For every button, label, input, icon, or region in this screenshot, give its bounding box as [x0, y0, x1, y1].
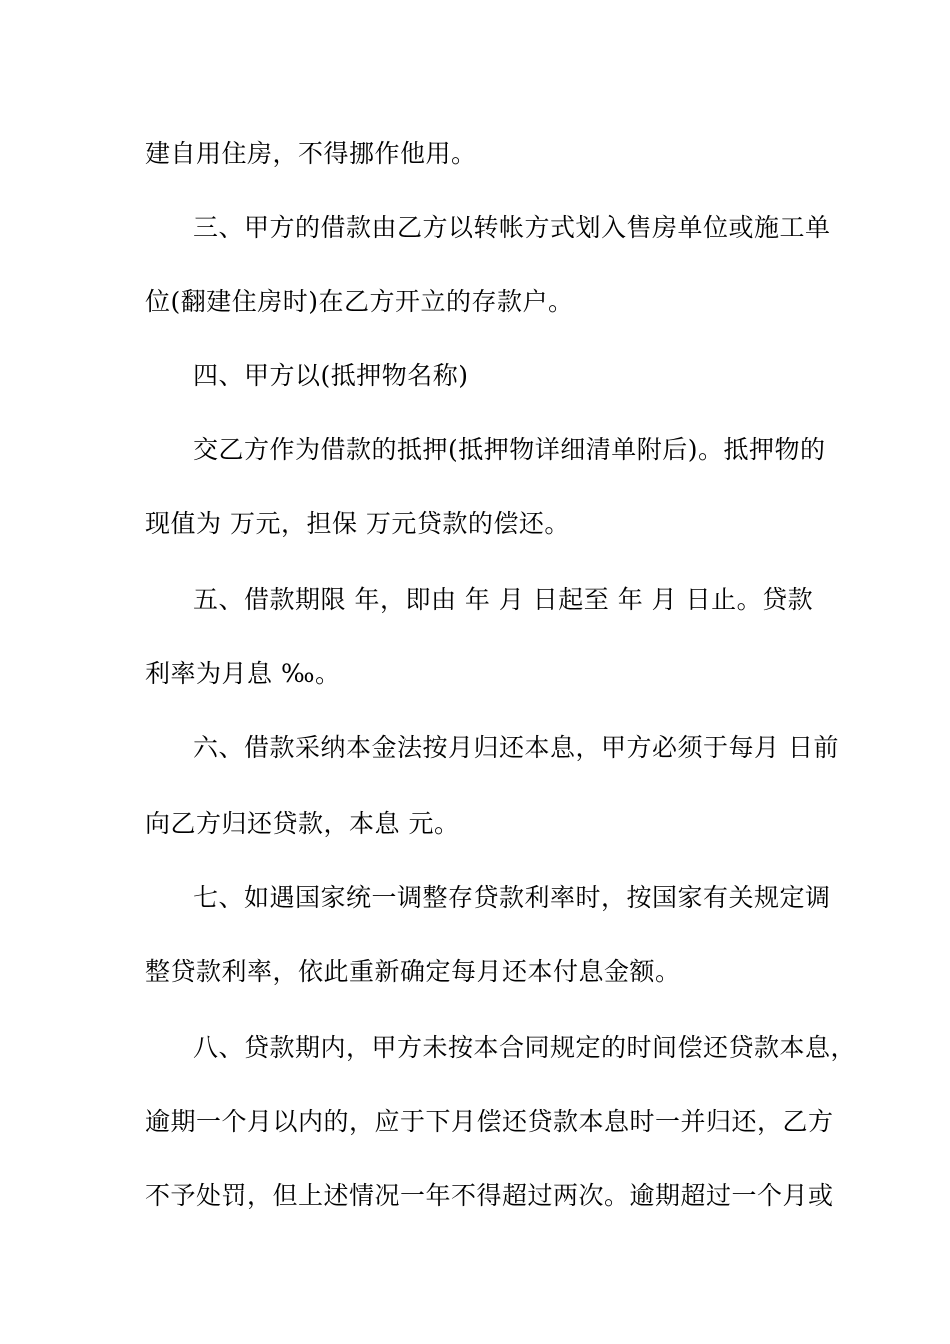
paragraph-line: 现值为 万元，担保 万元贷款的偿还。: [145, 509, 570, 538]
paragraph-line: 四、甲方以(抵押物名称): [193, 361, 469, 390]
paragraph-line: 八、贷款期内，甲方未按本合同规定的时间偿还贷款本息，: [193, 1033, 857, 1062]
paragraph-line: 五、借款期限 年，即由 年 月 日起至 年 月 日止。贷款: [193, 585, 814, 614]
paragraph-line: 三、甲方的借款由乙方以转帐方式划入售房单位或施工单: [193, 213, 831, 242]
paragraph-line: 整贷款利率，依此重新确定每月还本付息金额。: [145, 957, 681, 986]
paragraph-line: 逾期一个月以内的，应于下月偿还贷款本息时一并归还，乙方: [145, 1107, 834, 1136]
paragraph-line: 向乙方归还贷款，本息 元。: [145, 809, 460, 838]
paragraph-line: 利率为月息 ‰。: [145, 659, 341, 688]
paragraph-line: 位(翻建住房时)在乙方开立的存款户。: [145, 287, 574, 316]
paragraph-line: 不予处罚，但上述情况一年不得超过两次。逾期超过一个月或: [145, 1181, 834, 1210]
paragraph-line: 六、借款采纳本金法按月归还本息，甲方必须于每月 日前: [193, 733, 839, 762]
paragraph-line: 交乙方作为借款的抵押(抵押物详细清单附后)。抵押物的: [193, 435, 826, 464]
paragraph-line: 七、如遇国家统一调整存贷款利率时，按国家有关规定调: [193, 883, 831, 912]
paragraph-line: 建自用住房，不得挪作他用。: [145, 139, 477, 168]
